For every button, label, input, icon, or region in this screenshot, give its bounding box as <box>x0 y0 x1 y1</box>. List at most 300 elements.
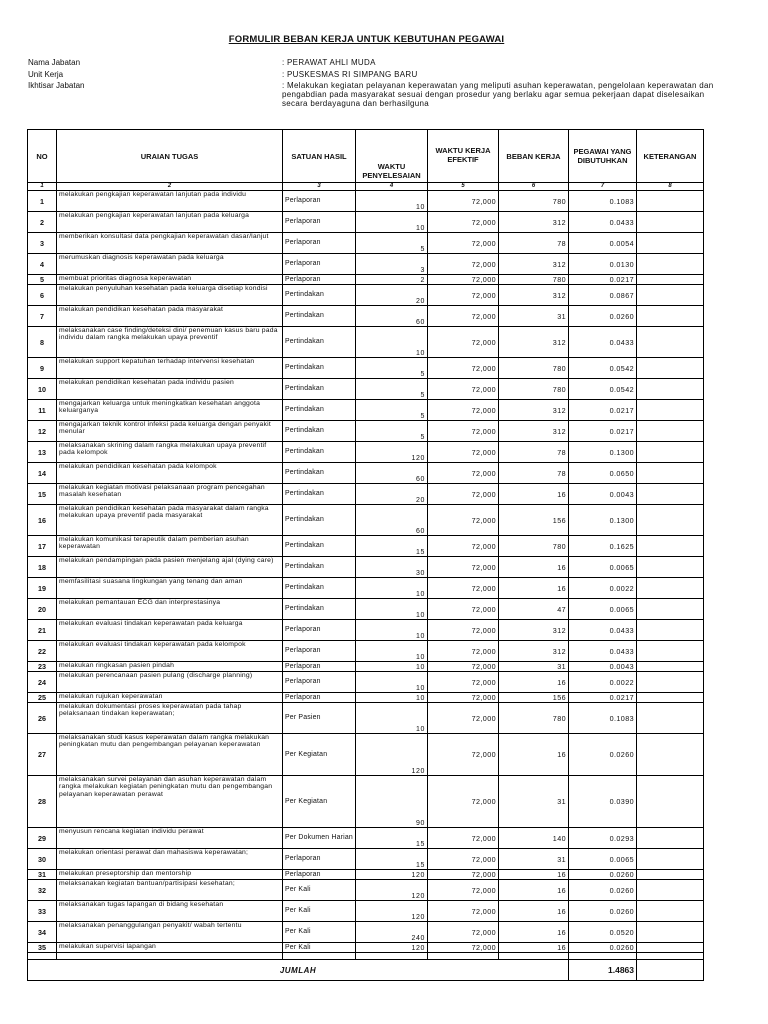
table-row <box>28 734 704 776</box>
row-keterangan <box>637 693 704 703</box>
row-satuan-hasil: Pertindakan <box>283 484 356 505</box>
row-satuan-hasil: Pertindakan <box>283 463 356 484</box>
row-waktu-penyelesaian: 5 <box>356 358 428 379</box>
row-waktu-kerja-efektif: 72,000 <box>428 557 499 578</box>
table-row <box>28 442 704 463</box>
row-satuan-hasil: Per Dokumen Harian <box>283 828 356 849</box>
row-beban-kerja: 312 <box>499 620 569 641</box>
table-row <box>28 880 704 901</box>
row-pegawai-dibutuhkan: 0.0043 <box>569 484 637 505</box>
row-beban-kerja: 780 <box>499 358 569 379</box>
row-no: 18 <box>28 557 57 578</box>
row-no: 24 <box>28 672 57 693</box>
row-satuan-hasil: Perlaporan <box>283 849 356 870</box>
row-waktu-kerja-efektif: 72,000 <box>428 463 499 484</box>
row-pegawai-dibutuhkan: 0.0043 <box>569 662 637 672</box>
row-satuan-hasil: Perlaporan <box>283 191 356 212</box>
table-row <box>28 672 704 693</box>
row-waktu-penyelesaian: 15 <box>356 849 428 870</box>
col-number: 7 <box>569 183 637 191</box>
row-keterangan <box>637 557 704 578</box>
row-waktu-kerja-efektif: 72,000 <box>428 672 499 693</box>
row-no: 11 <box>28 400 57 421</box>
row-keterangan <box>637 672 704 693</box>
nama-jabatan-value: : PERAWAT AHLI MUDA <box>282 58 376 67</box>
table-row <box>28 306 704 327</box>
row-uraian-tugas: melakukan pendampingan pada pasien menjelang ajal (dying care) <box>57 557 283 578</box>
row-waktu-penyelesaian: 60 <box>356 306 428 327</box>
table-row <box>28 212 704 233</box>
row-no: 3 <box>28 233 57 254</box>
row-waktu-kerja-efektif: 72,000 <box>428 285 499 306</box>
nama-jabatan-label: Nama Jabatan <box>28 58 81 67</box>
row-keterangan <box>637 212 704 233</box>
row-waktu-penyelesaian: 5 <box>356 379 428 400</box>
row-no: 2 <box>28 212 57 233</box>
table-row <box>28 849 704 870</box>
row-no: 34 <box>28 922 57 943</box>
row-keterangan <box>637 233 704 254</box>
row-no: 19 <box>28 578 57 599</box>
row-uraian-tugas: melaksanakan case finding/deteksi dini/ penemuan kasus baru pada individu dalam rangka melakukan upaya preventif <box>57 327 283 358</box>
unit-kerja-value: : PUSKESMAS RI SIMPANG BARU <box>282 70 418 79</box>
row-satuan-hasil: Pertindakan <box>283 442 356 463</box>
row-beban-kerja: 78 <box>499 442 569 463</box>
row-pegawai-dibutuhkan: 0.0293 <box>569 828 637 849</box>
row-keterangan <box>637 191 704 212</box>
header-no: NO <box>28 130 57 183</box>
row-uraian-tugas: melaksanakan penanggulangan penyakit/ wabah tertentu <box>57 922 283 943</box>
row-satuan-hasil: Pertindakan <box>283 285 356 306</box>
header-wke: WAKTU KERJA EFEKTIF <box>428 130 499 183</box>
jumlah-label: JUMLAH <box>28 960 569 981</box>
row-uraian-tugas: memberikan konsultasi data pengkajian keperawatan dasar/lanjut <box>57 233 283 254</box>
row-waktu-kerja-efektif: 72,000 <box>428 306 499 327</box>
row-waktu-penyelesaian: 15 <box>356 536 428 557</box>
row-waktu-kerja-efektif: 72,000 <box>428 327 499 358</box>
table-row <box>28 233 704 254</box>
row-beban-kerja: 16 <box>499 734 569 776</box>
row-uraian-tugas: melakukan pendidikan kesehatan pada masyarakat <box>57 306 283 327</box>
row-beban-kerja: 16 <box>499 672 569 693</box>
row-keterangan <box>637 943 704 953</box>
row-waktu-penyelesaian: 120 <box>356 734 428 776</box>
row-keterangan <box>637 828 704 849</box>
row-beban-kerja: 16 <box>499 880 569 901</box>
row-waktu-penyelesaian: 10 <box>356 662 428 672</box>
row-pegawai-dibutuhkan: 0.0433 <box>569 641 637 662</box>
row-satuan-hasil: Perlaporan <box>283 212 356 233</box>
row-waktu-kerja-efektif: 72,000 <box>428 943 499 953</box>
row-pegawai-dibutuhkan: 0.1083 <box>569 191 637 212</box>
header-beban: BEBAN KERJA <box>499 130 569 183</box>
total-pegawai: 1.4863 <box>569 960 637 981</box>
row-keterangan <box>637 776 704 828</box>
row-uraian-tugas: memfasilitasi suasana lingkungan yang tenang dan aman <box>57 578 283 599</box>
row-keterangan <box>637 734 704 776</box>
table-row <box>28 285 704 306</box>
row-satuan-hasil: Per Kegiatan <box>283 776 356 828</box>
table-row <box>28 578 704 599</box>
row-waktu-kerja-efektif: 72,000 <box>428 922 499 943</box>
row-satuan-hasil: Per Kegiatan <box>283 734 356 776</box>
row-no: 13 <box>28 442 57 463</box>
row-keterangan <box>637 421 704 442</box>
ikhtisar-value: : Melakukan kegiatan pelayanan keperawatan yang meliputi asuhan keperawatan, pengelolaan keperawatan dan pengabdian pada masyarakat sesuai dengan prosedur yang berlaku agar semua pekerjaan dapat diselesaikan secara berdayaguna dan berhasilguna <box>282 81 714 108</box>
header-row <box>28 130 704 183</box>
row-waktu-kerja-efektif: 72,000 <box>428 901 499 922</box>
row-pegawai-dibutuhkan: 0.0217 <box>569 400 637 421</box>
row-waktu-penyelesaian: 10 <box>356 212 428 233</box>
row-waktu-kerja-efektif: 72,000 <box>428 421 499 442</box>
row-no: 6 <box>28 285 57 306</box>
row-satuan-hasil: Pertindakan <box>283 306 356 327</box>
row-waktu-penyelesaian: 15 <box>356 828 428 849</box>
row-waktu-penyelesaian: 10 <box>356 620 428 641</box>
col-number: 4 <box>356 183 428 191</box>
row-no: 21 <box>28 620 57 641</box>
row-keterangan <box>637 578 704 599</box>
table-row <box>28 641 704 662</box>
table-row <box>28 254 704 275</box>
row-no: 28 <box>28 776 57 828</box>
header-satuan: SATUAN HASIL <box>283 130 356 183</box>
row-uraian-tugas: melakukan pengkajian keperawatan lanjutan pada keluarga <box>57 212 283 233</box>
row-waktu-kerja-efektif: 72,000 <box>428 505 499 536</box>
row-waktu-penyelesaian: 10 <box>356 703 428 734</box>
row-satuan-hasil: Pertindakan <box>283 421 356 442</box>
row-satuan-hasil: Perlaporan <box>283 693 356 703</box>
row-no: 23 <box>28 662 57 672</box>
row-waktu-penyelesaian: 120 <box>356 870 428 880</box>
row-beban-kerja: 312 <box>499 421 569 442</box>
row-satuan-hasil: Perlaporan <box>283 233 356 254</box>
table-row <box>28 922 704 943</box>
row-satuan-hasil: Per Kali <box>283 943 356 953</box>
table-row <box>28 662 704 672</box>
row-satuan-hasil: Per Pasien <box>283 703 356 734</box>
table-body <box>28 191 704 953</box>
row-no: 35 <box>28 943 57 953</box>
row-waktu-penyelesaian: 20 <box>356 484 428 505</box>
row-no: 29 <box>28 828 57 849</box>
row-pegawai-dibutuhkan: 0.0217 <box>569 421 637 442</box>
row-waktu-kerja-efektif: 72,000 <box>428 379 499 400</box>
row-waktu-kerja-efektif: 72,000 <box>428 828 499 849</box>
table-row <box>28 901 704 922</box>
row-pegawai-dibutuhkan: 0.0065 <box>569 557 637 578</box>
row-uraian-tugas: menyusun rencana kegiatan individu perawat <box>57 828 283 849</box>
row-uraian-tugas: melaksanakan kegiatan bantuan/partisipasi kesehatan; <box>57 880 283 901</box>
table-row <box>28 400 704 421</box>
row-pegawai-dibutuhkan: 0.0260 <box>569 943 637 953</box>
row-pegawai-dibutuhkan: 0.0650 <box>569 463 637 484</box>
row-waktu-penyelesaian: 5 <box>356 421 428 442</box>
row-beban-kerja: 156 <box>499 505 569 536</box>
row-waktu-penyelesaian: 5 <box>356 233 428 254</box>
col-number: 1 <box>28 183 57 191</box>
col-number: 8 <box>637 183 704 191</box>
col-number: 3 <box>283 183 356 191</box>
row-beban-kerja: 780 <box>499 275 569 285</box>
row-no: 20 <box>28 599 57 620</box>
table-row <box>28 828 704 849</box>
ikhtisar-label: Ikhtisar Jabatan <box>28 81 85 90</box>
table-row <box>28 275 704 285</box>
row-uraian-tugas: melakukan komunikasi terapeutik dalam pemberian asuhan keperawatan <box>57 536 283 557</box>
row-uraian-tugas: melakukan evaluasi tindakan keperawatan pada kelompok <box>57 641 283 662</box>
row-keterangan <box>637 870 704 880</box>
table-row <box>28 379 704 400</box>
row-waktu-kerja-efektif: 72,000 <box>428 212 499 233</box>
row-pegawai-dibutuhkan: 0.0542 <box>569 379 637 400</box>
row-keterangan <box>637 599 704 620</box>
row-keterangan <box>637 505 704 536</box>
row-beban-kerja: 31 <box>499 306 569 327</box>
row-uraian-tugas: melakukan kegiatan motivasi pelaksanaan program pencegahan masalah kesehatan <box>57 484 283 505</box>
row-waktu-kerja-efektif: 72,000 <box>428 641 499 662</box>
row-no: 26 <box>28 703 57 734</box>
row-keterangan <box>637 536 704 557</box>
row-pegawai-dibutuhkan: 0.0260 <box>569 734 637 776</box>
row-pegawai-dibutuhkan: 0.0390 <box>569 776 637 828</box>
row-beban-kerja: 312 <box>499 400 569 421</box>
row-waktu-kerja-efektif: 72,000 <box>428 703 499 734</box>
row-pegawai-dibutuhkan: 0.1300 <box>569 505 637 536</box>
row-satuan-hasil: Perlaporan <box>283 672 356 693</box>
row-satuan-hasil: Pertindakan <box>283 599 356 620</box>
row-satuan-hasil: Pertindakan <box>283 536 356 557</box>
row-waktu-penyelesaian: 60 <box>356 463 428 484</box>
row-satuan-hasil: Per Kali <box>283 901 356 922</box>
row-pegawai-dibutuhkan: 0.0260 <box>569 306 637 327</box>
row-keterangan <box>637 275 704 285</box>
row-pegawai-dibutuhkan: 0.0022 <box>569 672 637 693</box>
row-uraian-tugas: melakukan support kepatuhan terhadap intervensi kesehatan <box>57 358 283 379</box>
header-uraian: URAIAN TUGAS <box>57 130 283 183</box>
row-waktu-kerja-efektif: 72,000 <box>428 693 499 703</box>
row-pegawai-dibutuhkan: 0.0433 <box>569 212 637 233</box>
row-beban-kerja: 140 <box>499 828 569 849</box>
row-keterangan <box>637 400 704 421</box>
row-waktu-penyelesaian: 10 <box>356 578 428 599</box>
row-beban-kerja: 156 <box>499 693 569 703</box>
row-satuan-hasil: Perlaporan <box>283 254 356 275</box>
row-satuan-hasil: Perlaporan <box>283 641 356 662</box>
row-keterangan <box>637 880 704 901</box>
row-pegawai-dibutuhkan: 0.0022 <box>569 578 637 599</box>
row-pegawai-dibutuhkan: 0.0065 <box>569 849 637 870</box>
row-satuan-hasil: Pertindakan <box>283 557 356 578</box>
row-waktu-penyelesaian: 2 <box>356 275 428 285</box>
col-number: 2 <box>57 183 283 191</box>
row-beban-kerja: 31 <box>499 662 569 672</box>
row-no: 27 <box>28 734 57 776</box>
row-beban-kerja: 780 <box>499 191 569 212</box>
table-row <box>28 620 704 641</box>
row-uraian-tugas: melakukan orientasi perawat dan mahasiswa keperawatan; <box>57 849 283 870</box>
row-waktu-penyelesaian: 10 <box>356 672 428 693</box>
table-row <box>28 191 704 212</box>
row-uraian-tugas: mengajarkan keluarga untuk meningkatkan kesehatan anggota keluarganya <box>57 400 283 421</box>
row-beban-kerja: 78 <box>499 463 569 484</box>
row-waktu-kerja-efektif: 72,000 <box>428 880 499 901</box>
row-waktu-penyelesaian: 90 <box>356 776 428 828</box>
form-title: FORMULIR BEBAN KERJA UNTUK KEBUTUHAN PEGAWAI <box>228 34 505 45</box>
table-row <box>28 870 704 880</box>
row-beban-kerja: 312 <box>499 212 569 233</box>
row-uraian-tugas: melakukan supervisi lapangan <box>57 943 283 953</box>
row-satuan-hasil: Pertindakan <box>283 400 356 421</box>
row-uraian-tugas: melakukan pendidikan kesehatan pada individu pasien <box>57 379 283 400</box>
row-pegawai-dibutuhkan: 0.0260 <box>569 901 637 922</box>
row-no: 4 <box>28 254 57 275</box>
row-no: 10 <box>28 379 57 400</box>
table-row <box>28 536 704 557</box>
row-satuan-hasil: Pertindakan <box>283 379 356 400</box>
row-uraian-tugas: melakukan rujukan keperawatan <box>57 693 283 703</box>
row-pegawai-dibutuhkan: 0.0217 <box>569 275 637 285</box>
row-no: 5 <box>28 275 57 285</box>
row-beban-kerja: 312 <box>499 641 569 662</box>
row-waktu-kerja-efektif: 72,000 <box>428 400 499 421</box>
table-row <box>28 463 704 484</box>
row-keterangan <box>637 620 704 641</box>
row-uraian-tugas: melakukan penyuluhan kesehatan pada keluarga disetiap kondisi <box>57 285 283 306</box>
row-waktu-kerja-efektif: 72,000 <box>428 442 499 463</box>
row-waktu-kerja-efektif: 72,000 <box>428 620 499 641</box>
table-row <box>28 358 704 379</box>
col-number: 6 <box>499 183 569 191</box>
row-beban-kerja: 16 <box>499 870 569 880</box>
row-waktu-kerja-efektif: 72,000 <box>428 662 499 672</box>
row-beban-kerja: 16 <box>499 484 569 505</box>
row-pegawai-dibutuhkan: 0.0065 <box>569 599 637 620</box>
row-pegawai-dibutuhkan: 0.0433 <box>569 327 637 358</box>
row-pegawai-dibutuhkan: 0.0867 <box>569 285 637 306</box>
row-waktu-penyelesaian: 240 <box>356 922 428 943</box>
row-waktu-kerja-efektif: 72,000 <box>428 358 499 379</box>
row-waktu-kerja-efektif: 72,000 <box>428 484 499 505</box>
row-uraian-tugas: mengajarkan teknik kontrol infeksi pada keluarga dengan penyakit menular <box>57 421 283 442</box>
row-keterangan <box>637 484 704 505</box>
row-keterangan <box>637 358 704 379</box>
row-waktu-kerja-efektif: 72,000 <box>428 776 499 828</box>
row-uraian-tugas: melakukan perencanaan pasien pulang (discharge planning) <box>57 672 283 693</box>
row-uraian-tugas: melaksanakan skrining dalam rangka melakukan upaya preventif pada kelompok <box>57 442 283 463</box>
row-beban-kerja: 780 <box>499 379 569 400</box>
row-keterangan <box>637 641 704 662</box>
row-satuan-hasil: Perlaporan <box>283 275 356 285</box>
row-keterangan <box>637 662 704 672</box>
row-uraian-tugas: melakukan pemantauan ECG dan interprestasinya <box>57 599 283 620</box>
row-waktu-penyelesaian: 30 <box>356 557 428 578</box>
row-pegawai-dibutuhkan: 0.1625 <box>569 536 637 557</box>
row-waktu-kerja-efektif: 72,000 <box>428 734 499 776</box>
row-keterangan <box>637 285 704 306</box>
row-beban-kerja: 31 <box>499 849 569 870</box>
row-uraian-tugas: melaksanakan tugas lapangan di bidang kesehatan <box>57 901 283 922</box>
row-beban-kerja: 47 <box>499 599 569 620</box>
row-keterangan <box>637 327 704 358</box>
row-waktu-kerja-efektif: 72,000 <box>428 233 499 254</box>
row-satuan-hasil: Pertindakan <box>283 578 356 599</box>
row-no: 31 <box>28 870 57 880</box>
row-waktu-kerja-efektif: 72,000 <box>428 870 499 880</box>
row-uraian-tugas: melakukan pendidikan kesehatan pada masyarakat dalam rangka melakukan upaya preventif pada masyarakat <box>57 505 283 536</box>
row-waktu-penyelesaian: 20 <box>356 285 428 306</box>
row-no: 9 <box>28 358 57 379</box>
row-uraian-tugas: melakukan dokumentasi proses keperawatan pada tahap pelaksanaan tindakan keperawatan; <box>57 703 283 734</box>
row-beban-kerja: 16 <box>499 901 569 922</box>
row-uraian-tugas: membuat prioritas diagnosa keperawatan <box>57 275 283 285</box>
row-satuan-hasil: Per Kali <box>283 922 356 943</box>
row-satuan-hasil: Pertindakan <box>283 505 356 536</box>
row-waktu-penyelesaian: 10 <box>356 191 428 212</box>
row-satuan-hasil: Pertindakan <box>283 358 356 379</box>
row-no: 33 <box>28 901 57 922</box>
row-uraian-tugas: melakukan pengkajian keperawatan lanjutan pada individu <box>57 191 283 212</box>
row-beban-kerja: 780 <box>499 536 569 557</box>
row-uraian-tugas: melakukan preseptorship dan mentorship <box>57 870 283 880</box>
row-beban-kerja: 16 <box>499 922 569 943</box>
row-waktu-penyelesaian: 120 <box>356 880 428 901</box>
row-waktu-penyelesaian: 10 <box>356 599 428 620</box>
row-beban-kerja: 78 <box>499 233 569 254</box>
row-no: 17 <box>28 536 57 557</box>
row-pegawai-dibutuhkan: 0.1300 <box>569 442 637 463</box>
row-waktu-kerja-efektif: 72,000 <box>428 536 499 557</box>
total-row <box>28 960 704 981</box>
row-no: 1 <box>28 191 57 212</box>
row-uraian-tugas: melaksanakan studi kasus keperawatan dalam rangka melakukan peningkatan mutu dan pengembangan pelayanan keperawatan <box>57 734 283 776</box>
row-no: 32 <box>28 880 57 901</box>
row-waktu-penyelesaian: 120 <box>356 901 428 922</box>
unit-kerja-label: Unit Kerja <box>28 70 64 79</box>
row-keterangan <box>637 922 704 943</box>
header-keterangan: KETERANGAN <box>637 130 704 183</box>
row-no: 7 <box>28 306 57 327</box>
row-beban-kerja: 312 <box>499 327 569 358</box>
table-row <box>28 599 704 620</box>
row-waktu-penyelesaian: 10 <box>356 693 428 703</box>
row-beban-kerja: 312 <box>499 285 569 306</box>
row-waktu-penyelesaian: 5 <box>356 400 428 421</box>
row-beban-kerja: 16 <box>499 943 569 953</box>
row-no: 25 <box>28 693 57 703</box>
table-row <box>28 505 704 536</box>
table-row <box>28 557 704 578</box>
row-satuan-hasil: Perlaporan <box>283 620 356 641</box>
column-number-row <box>28 183 704 191</box>
row-pegawai-dibutuhkan: 0.0520 <box>569 922 637 943</box>
row-keterangan <box>637 849 704 870</box>
row-waktu-kerja-efektif: 72,000 <box>428 849 499 870</box>
workload-table <box>27 129 704 981</box>
row-keterangan <box>637 463 704 484</box>
row-beban-kerja: 16 <box>499 578 569 599</box>
row-satuan-hasil: Perlaporan <box>283 662 356 672</box>
row-waktu-kerja-efektif: 72,000 <box>428 254 499 275</box>
row-waktu-penyelesaian: 120 <box>356 943 428 953</box>
row-no: 15 <box>28 484 57 505</box>
table-row <box>28 776 704 828</box>
row-waktu-penyelesaian: 120 <box>356 442 428 463</box>
row-keterangan <box>637 901 704 922</box>
row-waktu-kerja-efektif: 72,000 <box>428 191 499 212</box>
row-pegawai-dibutuhkan: 0.0130 <box>569 254 637 275</box>
row-beban-kerja: 16 <box>499 557 569 578</box>
